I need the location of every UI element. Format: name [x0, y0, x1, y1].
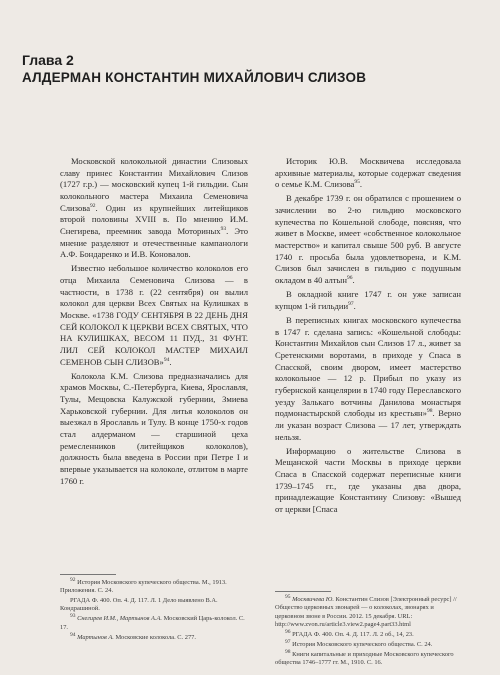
footnotes-right — [275, 591, 461, 669]
chapter-number: Глава 2 — [22, 52, 74, 68]
paragraph: Информацию о жительстве Слизова в Мещанской части Москвы в приходе церкви Спаса в Спасской содержат переписные книги 1739–1745 гг., где указаны два двора, принадлежащие Константину Слизову: «Вышед от церкви [Спаса — [275, 445, 461, 515]
footnote-ref[interactable]: 93 — [220, 226, 227, 233]
footnote: $^{94}$ Мартынов А. Московские колокола. С. 277. — [70, 631, 196, 641]
paragraph: В окладной книге 1747 г. он уже записан купцом 1-й гильдии$^{97}$. — [275, 289, 461, 311]
paragraph: В декабре 1739 г. он обратился с прошением о зачислении во 2-ю гильдию московского купечества по Кошельной слободе, поясняя, что живет в Москве, имеет «собственное колокольное мастерство» и капитал свыше 500 руб. В августе 1740 г. просьба была удовлетворена, и К.М. Слизов был зачислен в гильдию с подушным окладом в 40 алтын$^{96}$. — [275, 193, 461, 286]
footnote: $^{95}$ Москвичева Ю. Константин Слизов [Электронный ресурс] // Общество церковных звонарей — о колоколах, звонарях и церковном звоне в России. 2012. 15 декабря. URL: http://www.zvon.ru/article3.view2.page4.part33.html — [275, 593, 457, 628]
footnote-ref[interactable]: 95 — [354, 179, 360, 186]
left-text-column — [60, 156, 248, 490]
chapter-header — [22, 52, 482, 86]
paragraph: Известно небольшое количество колоколов его отца Михаила Семеновича Слизова — в частности, в 1738 г. (22 сентября) он вылил колокол для церкви Всех Святых на Кулишках в Москве. «1738 ГОДУ СЕНТЯБРЯ В 22 ДЕНЬ ДНЯ СЕЙ КОЛОКОЛ К ЦЕРКВИ ВСЕХ СВЯТЫХ, ЧТО НА КУЛИШКАХ, ВЕСОМ 11 ПУД., 31 ФУНТ. ЛИЛ СЕЙ КОЛОКОЛ МАСТЕР МИХАИЛ СЕМЕНОВ СЫН СЛИЗОВ»$^{94}$. — [60, 263, 248, 367]
footnote-divider — [275, 591, 331, 592]
footnote-ref[interactable]: 98 — [426, 408, 433, 415]
footnote: РГАДА Ф. 400. Оп. 4. Д. 117. Л. 1 Дело выявлено В.А. Кондрашиной. — [60, 597, 218, 613]
footnote-ref[interactable]: 94 — [163, 356, 170, 363]
paragraph: Историк Ю.В. Москвичева исследовала архивные материалы, которые содержат сведения о семье К.М. Слизова$^{95}$. — [275, 156, 461, 190]
footnote-divider — [60, 574, 116, 575]
footnote-ref[interactable]: 96 — [346, 275, 353, 282]
footnote: $^{96}$ РГАДА Ф. 400. Оп. 4. Д. 117. Л. 2 об., 14, 23. — [285, 628, 414, 638]
footnote: $^{97}$ История Московского купеческого общества. С. 24. — [285, 638, 433, 648]
chapter-title: АЛДЕРМАН КОНСТАНТИН МИХАЙЛОВИЧ СЛИЗОВ — [22, 70, 367, 85]
right-text-column — [275, 156, 461, 518]
footnote-ref[interactable]: 97 — [348, 301, 354, 308]
paragraph: Колокола К.М. Слизова предназначались для храмов Москвы, С.-Петербурга, Киева, Ярославля, Тулы, Мещовска Калужской губернии, Змиева Харьковской губернии. Для литья колоколов он выезжал в Ярославль и Тулу. В конце 1750-х годов стал алдерманом — старшиной цеха ремесленников (литейщиков колоколов), должность была введена в России при Петре I и впервые указывается на колоколе, отлитом в марте 1760 г. — [60, 370, 248, 486]
footnote: $^{98}$ Книги капитальные и приходные Московского купеческого общества 1746–1777 гг. М., 1910. С. 16. — [275, 648, 454, 666]
paragraph: Московской колокольной династии Слизовых славу принес Константин Михайлович Слизов (1727 г.р.) — московский купец 1-й гильдии. Сын колокольного мастера Михаила Семеновича Слизова$^{92}$. Один из крупнейших литейщиков второй половины XVIII в. По мнению И.М. Снегирева, преемник завода Моториных$^{93}$. Это мнение разделяют и отечественные кампанологи А.Ф. Бондаренко и И.В. Коновалов. — [60, 156, 248, 260]
footnotes-left — [60, 574, 248, 643]
paragraph: В переписных книгах московского купечества в 1747 г. сделана запись: «Кошельной слободы: Константин Михайлов сын Слизов 17 л., живет за Сретенскими воротами, в приходе у Спаса в Спасской, своим двором, имеет мастерство колокольное — 12 р. Прибыл по указу из губернской канцелярии в 1740 году Переславского уезду Залькаго вотчины Данилова монастыря подмонастырской слободы из крестьян»$^{98}$. Верно ли указан возраст Слизова — 17 лет, утверждать нельзя. — [275, 315, 461, 442]
footnote: $^{92}$ История Московского купеческого общества. М., 1913. Приложения. С. 24. — [60, 576, 227, 595]
footnote-ref[interactable]: 92 — [90, 202, 96, 209]
footnote: $^{93}$ Снегирев И.М., Мартынов А.А. Московский Царь-колокол. С. 17. — [60, 613, 245, 631]
